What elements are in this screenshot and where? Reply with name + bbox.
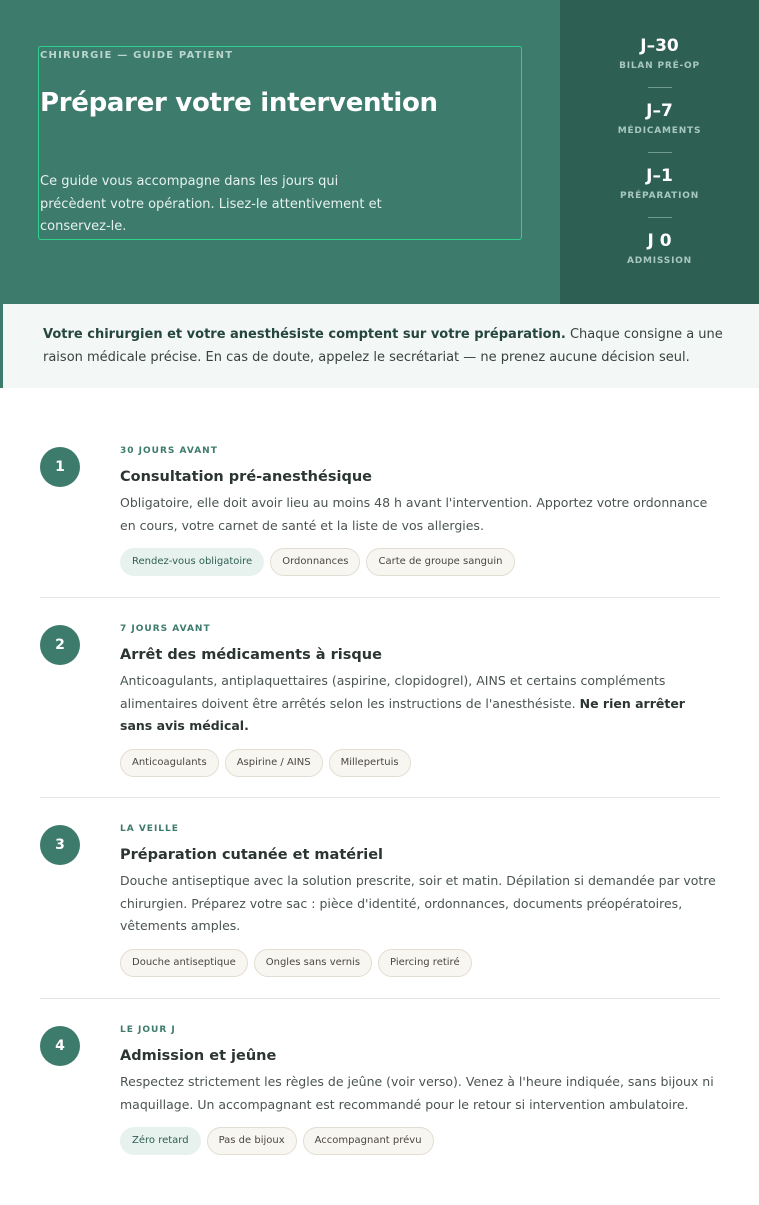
step-divider <box>40 998 720 999</box>
step-title: Consultation pré-anesthésique <box>120 469 372 485</box>
step-divider <box>40 597 720 598</box>
step-text <box>120 870 720 938</box>
tag: Piercing retiré <box>378 949 472 977</box>
tag: Zéro retard <box>120 1127 201 1155</box>
tag-list <box>120 548 720 576</box>
timeline-divider <box>648 87 672 88</box>
timeline-label: ADMISSION <box>626 256 693 266</box>
timeline-item-j7 <box>560 100 759 138</box>
step-number-badge: 2 <box>40 625 80 665</box>
callout-text <box>43 323 723 369</box>
eyebrow: CHIRURGIE — GUIDE PATIENT <box>40 50 234 61</box>
timeline-item-j30 <box>560 35 759 73</box>
timeline-label: BILAN PRÉ-OP <box>619 61 700 71</box>
timeline-label: PRÉPARATION <box>619 191 700 201</box>
tag-list <box>120 1127 720 1155</box>
tag: Millepertuis <box>329 749 411 777</box>
tag: Carte de groupe sanguin <box>366 548 514 576</box>
step-text-body: Obligatoire, elle doit avoir lieu au moins 48 h avant l'intervention. Apportez votre ordonnance en cours, votre carnet de santé et la liste de vos allergies. <box>120 495 708 533</box>
timeline-label: MÉDICAMENTS <box>617 126 702 136</box>
step-when: LA VEILLE <box>120 824 179 834</box>
step-number-badge: 1 <box>40 447 80 487</box>
callout-body: Chaque consigne a une raison médicale précise. En cas de doute, appelez le secrétariat — ne prenez aucune décision seul. <box>43 327 723 365</box>
step-text <box>120 492 720 537</box>
step-title: Admission et jeûne <box>120 1048 277 1064</box>
tag: Aspirine / AINS <box>225 749 323 777</box>
step-title: Arrêt des médicaments à risque <box>120 647 382 663</box>
timeline-code: J 0 <box>647 231 672 251</box>
timeline-item-j0 <box>560 230 759 268</box>
tag: Anticoagulants <box>120 749 219 777</box>
tag: Accompagnant prévu <box>303 1127 434 1155</box>
step-text <box>120 670 720 738</box>
step-when: 7 JOURS AVANT <box>120 624 211 634</box>
hero-header <box>0 0 759 304</box>
step-body <box>120 1024 720 1155</box>
timeline-code: J–30 <box>640 36 679 56</box>
step-text-strong: Ne rien arrêter sans avis médical. <box>120 695 685 733</box>
tag: Pas de bijoux <box>207 1127 297 1155</box>
timeline-code: J–7 <box>646 101 673 121</box>
tag: Ordonnances <box>270 548 360 576</box>
callout-strong: Votre chirurgien et votre anesthésiste comptent sur votre préparation. <box>43 327 566 342</box>
tag: Rendez-vous obligatoire <box>120 548 264 576</box>
callout-notice <box>0 304 759 388</box>
step-text-body: Respectez strictement les règles de jeûne (voir verso). Venez à l'heure indiquée, sans bijoux ni maquillage. Un accompagnant est recommandé pour le retour si intervention ambulatoire. <box>120 1074 714 1112</box>
step-divider <box>40 797 720 798</box>
timeline-code: J–1 <box>646 166 673 186</box>
tag: Ongles sans vernis <box>254 949 372 977</box>
step-title: Préparation cutanée et matériel <box>120 847 384 863</box>
timeline-divider <box>648 217 672 218</box>
intro-text: Ce guide vous accompagne dans les jours qui précèdent votre opération. Lisez-le attentivement et conservez-le. <box>40 174 382 234</box>
step-when: 30 JOURS AVANT <box>120 446 218 456</box>
step-body <box>120 445 720 576</box>
step-number-badge: 3 <box>40 825 80 865</box>
step-body <box>120 823 720 977</box>
step-text-body: Douche antiseptique avec la solution prescrite, soir et matin. Dépilation si demandée par votre chirurgien. Préparez votre sac : pièce d'identité, ordonnances, documents préopératoires, vêtements amples. <box>120 873 716 933</box>
step-text-body: Anticoagulants, antiplaquettaires (aspirine, clopidogrel), AINS et certains compléments alimentaires doivent être arrêtés selon les instructions de l'anesthésiste. <box>120 673 666 711</box>
step-when: LE JOUR J <box>120 1025 176 1035</box>
tag: Douche antiseptique <box>120 949 248 977</box>
step-number-badge: 4 <box>40 1026 80 1066</box>
step-text <box>120 1071 720 1116</box>
tag-list <box>120 949 720 977</box>
timeline-item-j1 <box>560 165 759 203</box>
hero-main-panel <box>0 0 560 304</box>
tag-list <box>120 749 720 777</box>
timeline-divider <box>648 152 672 153</box>
page-title: Préparer votre intervention <box>40 88 438 118</box>
step-body <box>120 623 720 777</box>
